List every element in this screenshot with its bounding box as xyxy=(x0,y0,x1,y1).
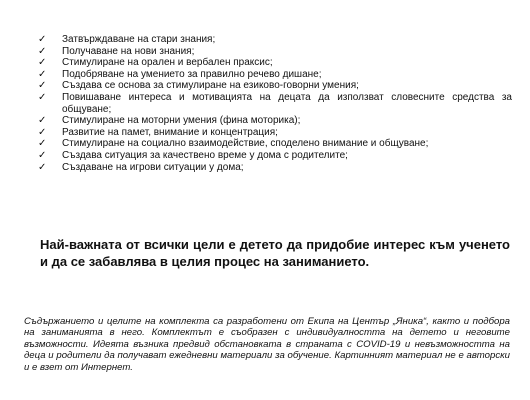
checkmark-icon: ✓ xyxy=(38,57,47,69)
checkmark-icon: ✓ xyxy=(38,161,47,173)
objective-item xyxy=(38,138,512,150)
checkmark-icon: ✓ xyxy=(38,138,47,150)
objective-item xyxy=(38,92,512,115)
objective-text: Повишаване интереса и мотивацията на децата да използват словесните средства за общуване; xyxy=(62,91,512,115)
objective-item xyxy=(38,80,512,92)
checkmark-icon: ✓ xyxy=(38,34,47,45)
objectives-list xyxy=(38,34,512,173)
objective-item xyxy=(38,150,512,162)
objective-item xyxy=(38,127,512,139)
checkmark-icon: ✓ xyxy=(38,149,47,161)
objective-text: Развитие на памет, внимание и концентрация; xyxy=(62,126,278,138)
main-goal-statement: Най-важната от всички цели е детето да придобие интерес към ученето и да се забавлява в целия процес на заниманието. xyxy=(40,237,510,269)
checkmark-icon: ✓ xyxy=(38,45,47,57)
objective-text: Създаване на игрови ситуации у дома; xyxy=(62,161,244,173)
objective-text: Създава ситуация за качествено време у дома с родителите; xyxy=(62,149,348,161)
objective-item xyxy=(38,69,512,81)
objective-item xyxy=(38,34,512,46)
objective-text: Затвърждаване на стари знания; xyxy=(62,34,216,45)
objective-item xyxy=(38,162,512,174)
checkmark-icon: ✓ xyxy=(38,80,47,92)
objective-item xyxy=(38,115,512,127)
objective-text: Стимулиране на моторни умения (фина моторика); xyxy=(62,115,301,127)
objective-text: Стимулиране на социално взаимодействие, споделено внимание и общуване; xyxy=(62,138,429,150)
checkmark-icon: ✓ xyxy=(38,115,47,127)
checkmark-icon: ✓ xyxy=(38,126,47,138)
authorship-note: Съдържанието и целите на комплекта са разработени от Екипа на Център „Яника“, както и подбора на заниманията в него. Комплектът е съобразен с индивидуалността на детето и неговите възможности. Идеята възника предвид обстановката в страната с COVID-19 и невъзможността на деца и родители да получават ежедневни материали за обучение. Картинният материал не е авторски и е взет от Интернет. xyxy=(24,316,510,373)
objective-text: Създава се основа за стимулиране на езиково-говорни умения; xyxy=(62,80,359,92)
objective-item xyxy=(38,46,512,58)
objective-item xyxy=(38,57,512,69)
checkmark-icon: ✓ xyxy=(38,68,47,80)
objective-text: Подобряване на умението за правилно речево дишане; xyxy=(62,68,322,80)
objective-text: Стимулиране на орален и вербален праксис; xyxy=(62,57,273,69)
checkmark-icon: ✓ xyxy=(38,91,47,103)
objective-text: Получаване на нови знания; xyxy=(62,45,195,57)
